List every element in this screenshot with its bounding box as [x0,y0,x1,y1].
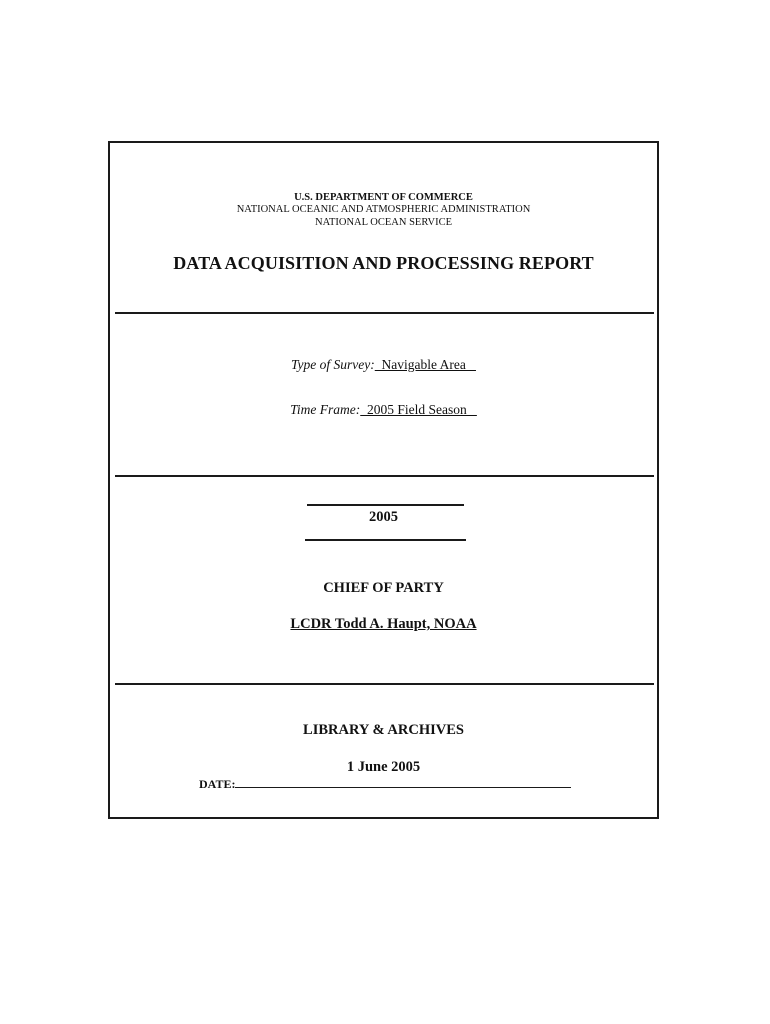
report-cover-frame [108,141,659,819]
department-name: U.S. DEPARTMENT OF COMMERCE [294,192,473,203]
time-frame-value: 2005 Field Season [360,402,477,417]
section-divider-2 [115,475,654,477]
date-field [199,777,571,792]
time-frame-label: Time Frame: [290,402,361,417]
chief-of-party-name: LCDR Todd A. Haupt, NOAA [290,616,477,632]
survey-type-value: Navigable Area [374,357,476,372]
chief-of-party-heading: CHIEF OF PARTY [323,580,444,596]
year-rule-top [307,504,464,506]
report-year: 2005 [369,509,398,525]
administration-name: NATIONAL OCEANIC AND ATMOSPHERIC ADMINISTRATION [236,204,531,215]
survey-type-row [110,357,657,373]
year-rule-bottom [305,539,466,541]
time-frame-row [110,402,657,418]
library-archives-heading: LIBRARY & ARCHIVES [303,722,464,738]
survey-type-label: Type of Survey: [291,357,375,372]
date-label: DATE: [199,777,236,791]
library-date-value: 1 June 2005 [346,759,421,775]
report-title: DATA ACQUISITION AND PROCESSING REPORT [173,253,594,273]
date-blank-line [235,777,571,788]
service-name: NATIONAL OCEAN SERVICE [314,217,452,228]
section-divider-3 [115,683,654,685]
section-divider-1 [115,312,654,314]
